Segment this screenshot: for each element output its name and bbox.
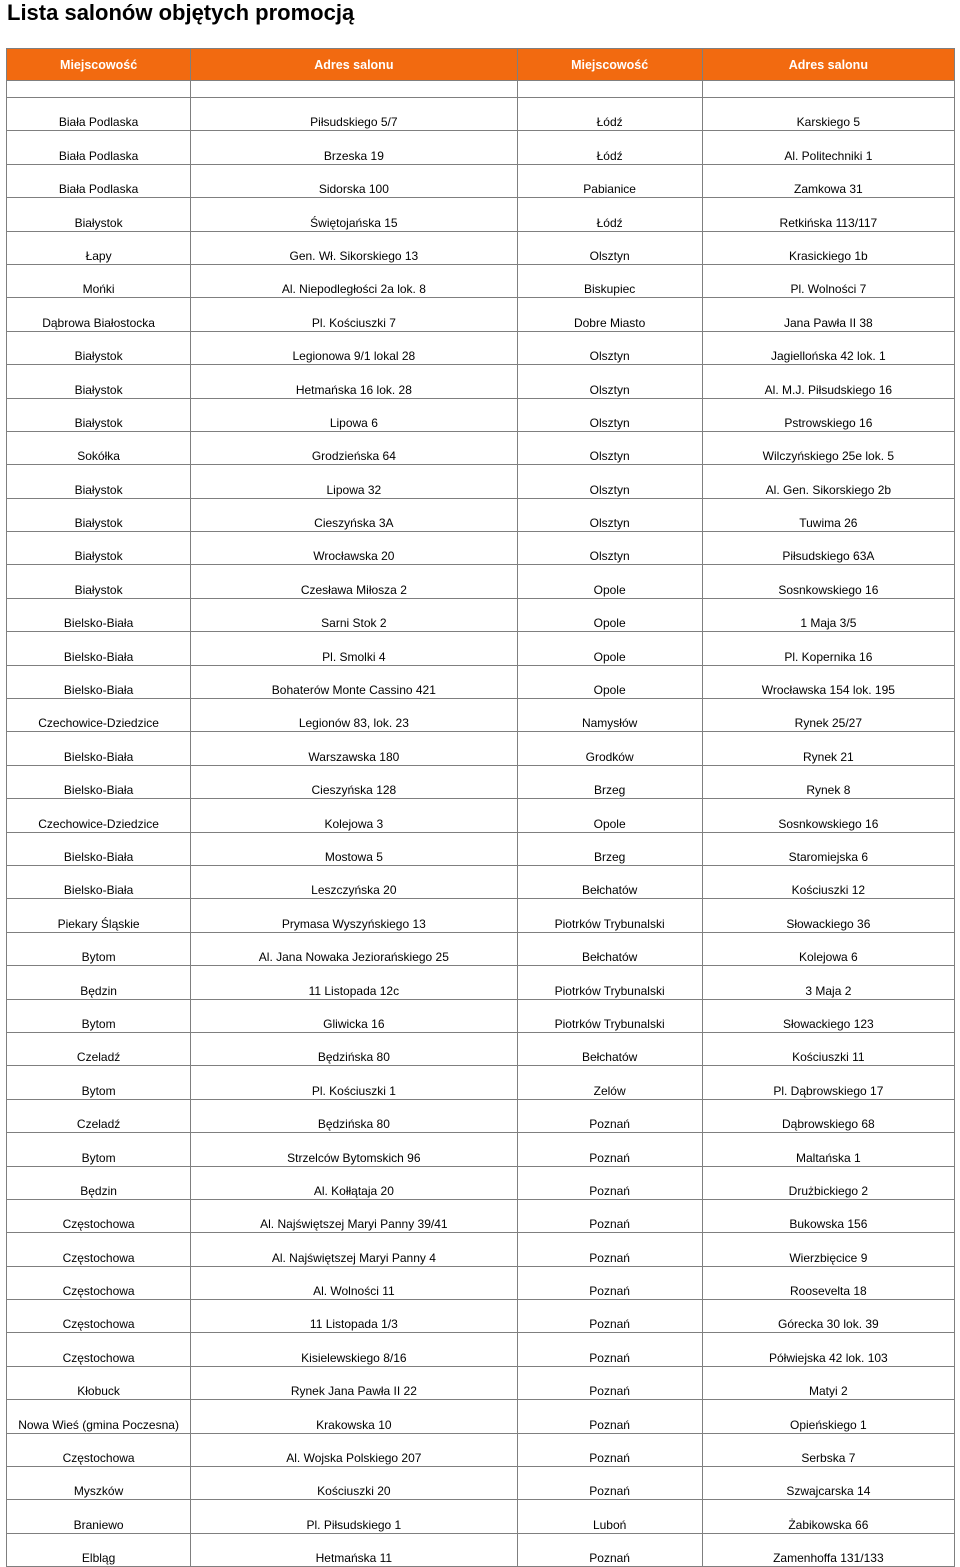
cell-city: Bielsko-Biała [7,732,191,765]
cell-city-right: Poznań [517,1099,702,1132]
table-row [7,999,955,1032]
cell-address-right: Roosevelta 18 [702,1266,954,1299]
cell-address-right: Piłsudskiego 63A [702,532,954,565]
table-row [7,1366,955,1399]
table-row [7,331,955,364]
cell-address-right: Rynek 8 [702,765,954,798]
cell-address-right: Al. Politechniki 1 [702,131,954,164]
cell-address-right: Tuwima 26 [702,498,954,531]
cell-address: Al. Najświętszej Maryi Panny 39/41 [191,1199,517,1232]
cell-address: Mostowa 5 [191,832,517,865]
cell-city: Czeladź [7,1099,191,1132]
cell-address-right: Zamenhoffa 131/133 [702,1533,954,1566]
cell-address-right: Al. Gen. Sikorskiego 2b [702,465,954,498]
cell-address-right: Wrocławska 154 lok. 195 [702,665,954,698]
cell-address-right: Dąbrowskiego 68 [702,1099,954,1132]
cell-address: Będzińska 80 [191,1099,517,1132]
cell-address-right: Rynek 25/27 [702,699,954,732]
cell-city-right: Bełchatów [517,1032,702,1065]
cell-address: Legionów 83, lok. 23 [191,699,517,732]
cell-address: Brzeska 19 [191,131,517,164]
cell-city: Bytom [7,1066,191,1099]
cell-address-right: Pstrowskiego 16 [702,398,954,431]
cell-address-right: Sosnkowskiego 16 [702,565,954,598]
cell-city: Częstochowa [7,1433,191,1466]
cell-address-right: Wierzbięcice 9 [702,1233,954,1266]
cell-city-right: Zelów [517,1066,702,1099]
cell-address-right: Jana Pawła II 38 [702,298,954,331]
cell-city: Bytom [7,932,191,965]
cell-city: Czeladź [7,1032,191,1065]
cell-address: Al. Wolności 11 [191,1266,517,1299]
cell-city-right: Pabianice [517,164,702,197]
table-row [7,1433,955,1466]
cell-city: Bytom [7,1133,191,1166]
table-row [7,1032,955,1065]
cell-city-right: Olsztyn [517,231,702,264]
cell-city-right: Brzeg [517,765,702,798]
table-row [7,966,955,999]
cell-address-right: Pl. Dąbrowskiego 17 [702,1066,954,1099]
cell-address: Al. Jana Nowaka Jeziorańskiego 25 [191,932,517,965]
cell-address: Kolejowa 3 [191,799,517,832]
cell-city-right: Łódź [517,198,702,231]
cell-address-right: Górecka 30 lok. 39 [702,1300,954,1333]
table-row [7,932,955,965]
cell-city: Częstochowa [7,1300,191,1333]
cell-address-right: Sosnkowskiego 16 [702,799,954,832]
table-row [7,498,955,531]
cell-city-right: Brzeg [517,832,702,865]
cell-city: Biała Podlaska [7,131,191,164]
table-row [7,431,955,464]
cell-city: Białystok [7,398,191,431]
table-row [7,1533,955,1566]
cell-city-right: Poznań [517,1300,702,1333]
cell-city: Braniewo [7,1500,191,1533]
header-spacer-row [7,81,955,98]
cell-city-right: Luboń [517,1500,702,1533]
cell-city-right: Grodków [517,732,702,765]
cell-city-right: Poznań [517,1199,702,1232]
cell-address-right: Żabikowska 66 [702,1500,954,1533]
cell-city-right: Poznań [517,1467,702,1500]
cell-city-right: Łódź [517,131,702,164]
cell-address: Świętojańska 15 [191,198,517,231]
cell-city: Mońki [7,264,191,297]
cell-city-right: Opole [517,565,702,598]
cell-address: Prymasa Wyszyńskiego 13 [191,899,517,932]
cell-city: Białystok [7,365,191,398]
cell-address: Bohaterów Monte Cassino 421 [191,665,517,698]
cell-city: Białystok [7,198,191,231]
cell-address-right: Słowackiego 36 [702,899,954,932]
cell-address-right: Rynek 21 [702,732,954,765]
cell-city-right: Opole [517,598,702,631]
cell-address-right: Kościuszki 12 [702,865,954,898]
cell-address: Leszczyńska 20 [191,865,517,898]
table-body [7,81,955,1567]
cell-city-right: Dobre Miasto [517,298,702,331]
cell-address: Pl. Smolki 4 [191,632,517,665]
cell-city: Częstochowa [7,1199,191,1232]
cell-address-right: Drużbickiego 2 [702,1166,954,1199]
table-row [7,398,955,431]
cell-address-right: Staromiejska 6 [702,832,954,865]
table-row [7,1099,955,1132]
table-row [7,1199,955,1232]
cell-city-right: Olsztyn [517,431,702,464]
cell-city-right: Poznań [517,1266,702,1299]
cell-city: Częstochowa [7,1266,191,1299]
header-address-2: Adres salonu [702,49,954,81]
cell-city: Białystok [7,532,191,565]
cell-city: Piekary Śląskie [7,899,191,932]
cell-address: Piłsudskiego 5/7 [191,98,517,131]
cell-address: Kościuszki 20 [191,1467,517,1500]
table-row [7,832,955,865]
cell-address-right: Wilczyńskiego 25e lok. 5 [702,431,954,464]
cell-city-right: Poznań [517,1233,702,1266]
cell-city: Łapy [7,231,191,264]
cell-city: Sokółka [7,431,191,464]
table-row [7,365,955,398]
cell-address: Lipowa 6 [191,398,517,431]
cell-address-right: Półwiejska 42 lok. 103 [702,1333,954,1366]
cell-city: Biała Podlaska [7,98,191,131]
cell-address: Gen. Wł. Sikorskiego 13 [191,231,517,264]
table-row [7,1166,955,1199]
salon-table [6,48,955,1567]
cell-address-right: Bukowska 156 [702,1199,954,1232]
table-row [7,1500,955,1533]
table-row [7,598,955,631]
cell-address: Gliwicka 16 [191,999,517,1032]
table-row [7,1333,955,1366]
cell-city-right: Poznań [517,1133,702,1166]
cell-city: Będzin [7,1166,191,1199]
header-city-2: Miejscowość [517,49,702,81]
table-row [7,1266,955,1299]
table-row [7,532,955,565]
cell-city-right: Opole [517,632,702,665]
cell-city: Bielsko-Biała [7,598,191,631]
cell-address-right: 3 Maja 2 [702,966,954,999]
cell-city: Bielsko-Biała [7,865,191,898]
cell-address-right: 1 Maja 3/5 [702,598,954,631]
table-row [7,198,955,231]
cell-address: Wrocławska 20 [191,532,517,565]
cell-city: Białystok [7,331,191,364]
cell-address: 11 Listopada 1/3 [191,1300,517,1333]
cell-address: Krakowska 10 [191,1400,517,1433]
cell-city-right: Olsztyn [517,398,702,431]
table-row [7,298,955,331]
cell-address-right: Pl. Wolności 7 [702,264,954,297]
cell-address-right: Krasickiego 1b [702,231,954,264]
cell-address-right: Matyi 2 [702,1366,954,1399]
cell-city: Białystok [7,565,191,598]
cell-address: Pl. Kościuszki 1 [191,1066,517,1099]
header-address-1: Adres salonu [191,49,517,81]
cell-city: Biała Podlaska [7,164,191,197]
table-row [7,565,955,598]
cell-city-right: Olsztyn [517,465,702,498]
cell-address-right: Opieńskiego 1 [702,1400,954,1433]
cell-city: Będzin [7,966,191,999]
cell-city-right: Poznań [517,1333,702,1366]
table-row [7,1467,955,1500]
cell-city-right: Biskupiec [517,264,702,297]
table-row [7,632,955,665]
cell-city-right: Piotrków Trybunalski [517,899,702,932]
cell-city-right: Poznań [517,1366,702,1399]
table-row [7,1133,955,1166]
cell-city: Bielsko-Biała [7,632,191,665]
table-row [7,98,955,131]
table-row [7,264,955,297]
cell-address-right: Al. M.J. Piłsudskiego 16 [702,365,954,398]
cell-city-right: Namysłów [517,699,702,732]
cell-city: Częstochowa [7,1333,191,1366]
header-city-1: Miejscowość [7,49,191,81]
cell-address: Cieszyńska 128 [191,765,517,798]
cell-address: Al. Kołłątaja 20 [191,1166,517,1199]
cell-address: Al. Wojska Polskiego 207 [191,1433,517,1466]
cell-address-right: Zamkowa 31 [702,164,954,197]
cell-address: Lipowa 32 [191,465,517,498]
cell-address: Hetmańska 11 [191,1533,517,1566]
cell-address: Pl. Kościuszki 7 [191,298,517,331]
cell-city-right: Olsztyn [517,331,702,364]
cell-city-right: Opole [517,665,702,698]
cell-address-right: Karskiego 5 [702,98,954,131]
cell-city: Czechowice-Dziedzice [7,699,191,732]
cell-city-right: Olsztyn [517,365,702,398]
table-row [7,164,955,197]
cell-city-right: Poznań [517,1400,702,1433]
cell-city-right: Bełchatów [517,865,702,898]
cell-city-right: Poznań [517,1166,702,1199]
cell-address: Pl. Piłsudskiego 1 [191,1500,517,1533]
cell-address-right: Pl. Kopernika 16 [702,632,954,665]
cell-address: Czesława Miłosza 2 [191,565,517,598]
cell-address: Hetmańska 16 lok. 28 [191,365,517,398]
cell-address-right: Kościuszki 11 [702,1032,954,1065]
cell-address: Grodzieńska 64 [191,431,517,464]
cell-address: Strzelców Bytomskich 96 [191,1133,517,1166]
cell-city-right: Olsztyn [517,498,702,531]
cell-address-right: Szwajcarska 14 [702,1467,954,1500]
table-row [7,865,955,898]
cell-address-right: Słowackiego 123 [702,999,954,1032]
cell-address-right: Maltańska 1 [702,1133,954,1166]
table-row [7,1300,955,1333]
cell-city: Myszków [7,1467,191,1500]
table-row [7,1400,955,1433]
table-row [7,899,955,932]
cell-city: Bielsko-Biała [7,765,191,798]
cell-city: Częstochowa [7,1233,191,1266]
cell-city: Dąbrowa Białostocka [7,298,191,331]
cell-address-right: Jagiellońska 42 lok. 1 [702,331,954,364]
cell-city-right: Opole [517,799,702,832]
cell-address-right: Kolejowa 6 [702,932,954,965]
cell-city: Białystok [7,498,191,531]
cell-address: Będzińska 80 [191,1032,517,1065]
cell-city: Czechowice-Dziedzice [7,799,191,832]
cell-address: Kisielewskiego 8/16 [191,1333,517,1366]
table-row [7,465,955,498]
cell-city-right: Poznań [517,1533,702,1566]
cell-address: Cieszyńska 3A [191,498,517,531]
table-row [7,799,955,832]
table-row [7,732,955,765]
cell-city-right: Olsztyn [517,532,702,565]
table-row [7,1066,955,1099]
cell-city: Bielsko-Biała [7,665,191,698]
cell-city-right: Piotrków Trybunalski [517,966,702,999]
page-title: Lista salonów objętych promocją [7,0,355,25]
cell-address: Al. Najświętszej Maryi Panny 4 [191,1233,517,1266]
cell-city-right: Bełchatów [517,932,702,965]
cell-address: Sarni Stok 2 [191,598,517,631]
cell-address: 11 Listopada 12c [191,966,517,999]
cell-address: Legionowa 9/1 lokal 28 [191,331,517,364]
cell-address: Sidorska 100 [191,164,517,197]
cell-city: Bytom [7,999,191,1032]
cell-city-right: Piotrków Trybunalski [517,999,702,1032]
cell-city-right: Łódź [517,98,702,131]
table-row [7,765,955,798]
cell-city: Elbląg [7,1533,191,1566]
table-header-row [7,49,955,81]
cell-address: Al. Niepodległości 2a lok. 8 [191,264,517,297]
table-row [7,1233,955,1266]
cell-address-right: Serbska 7 [702,1433,954,1466]
cell-city: Białystok [7,465,191,498]
cell-city: Bielsko-Biała [7,832,191,865]
table-row [7,231,955,264]
cell-address: Rynek Jana Pawła II 22 [191,1366,517,1399]
cell-city-right: Poznań [517,1433,702,1466]
table-row [7,699,955,732]
table-row [7,131,955,164]
cell-city: Nowa Wieś (gmina Poczesna) [7,1400,191,1433]
cell-address-right: Retkińska 113/117 [702,198,954,231]
cell-city: Kłobuck [7,1366,191,1399]
cell-address: Warszawska 180 [191,732,517,765]
table-row [7,665,955,698]
